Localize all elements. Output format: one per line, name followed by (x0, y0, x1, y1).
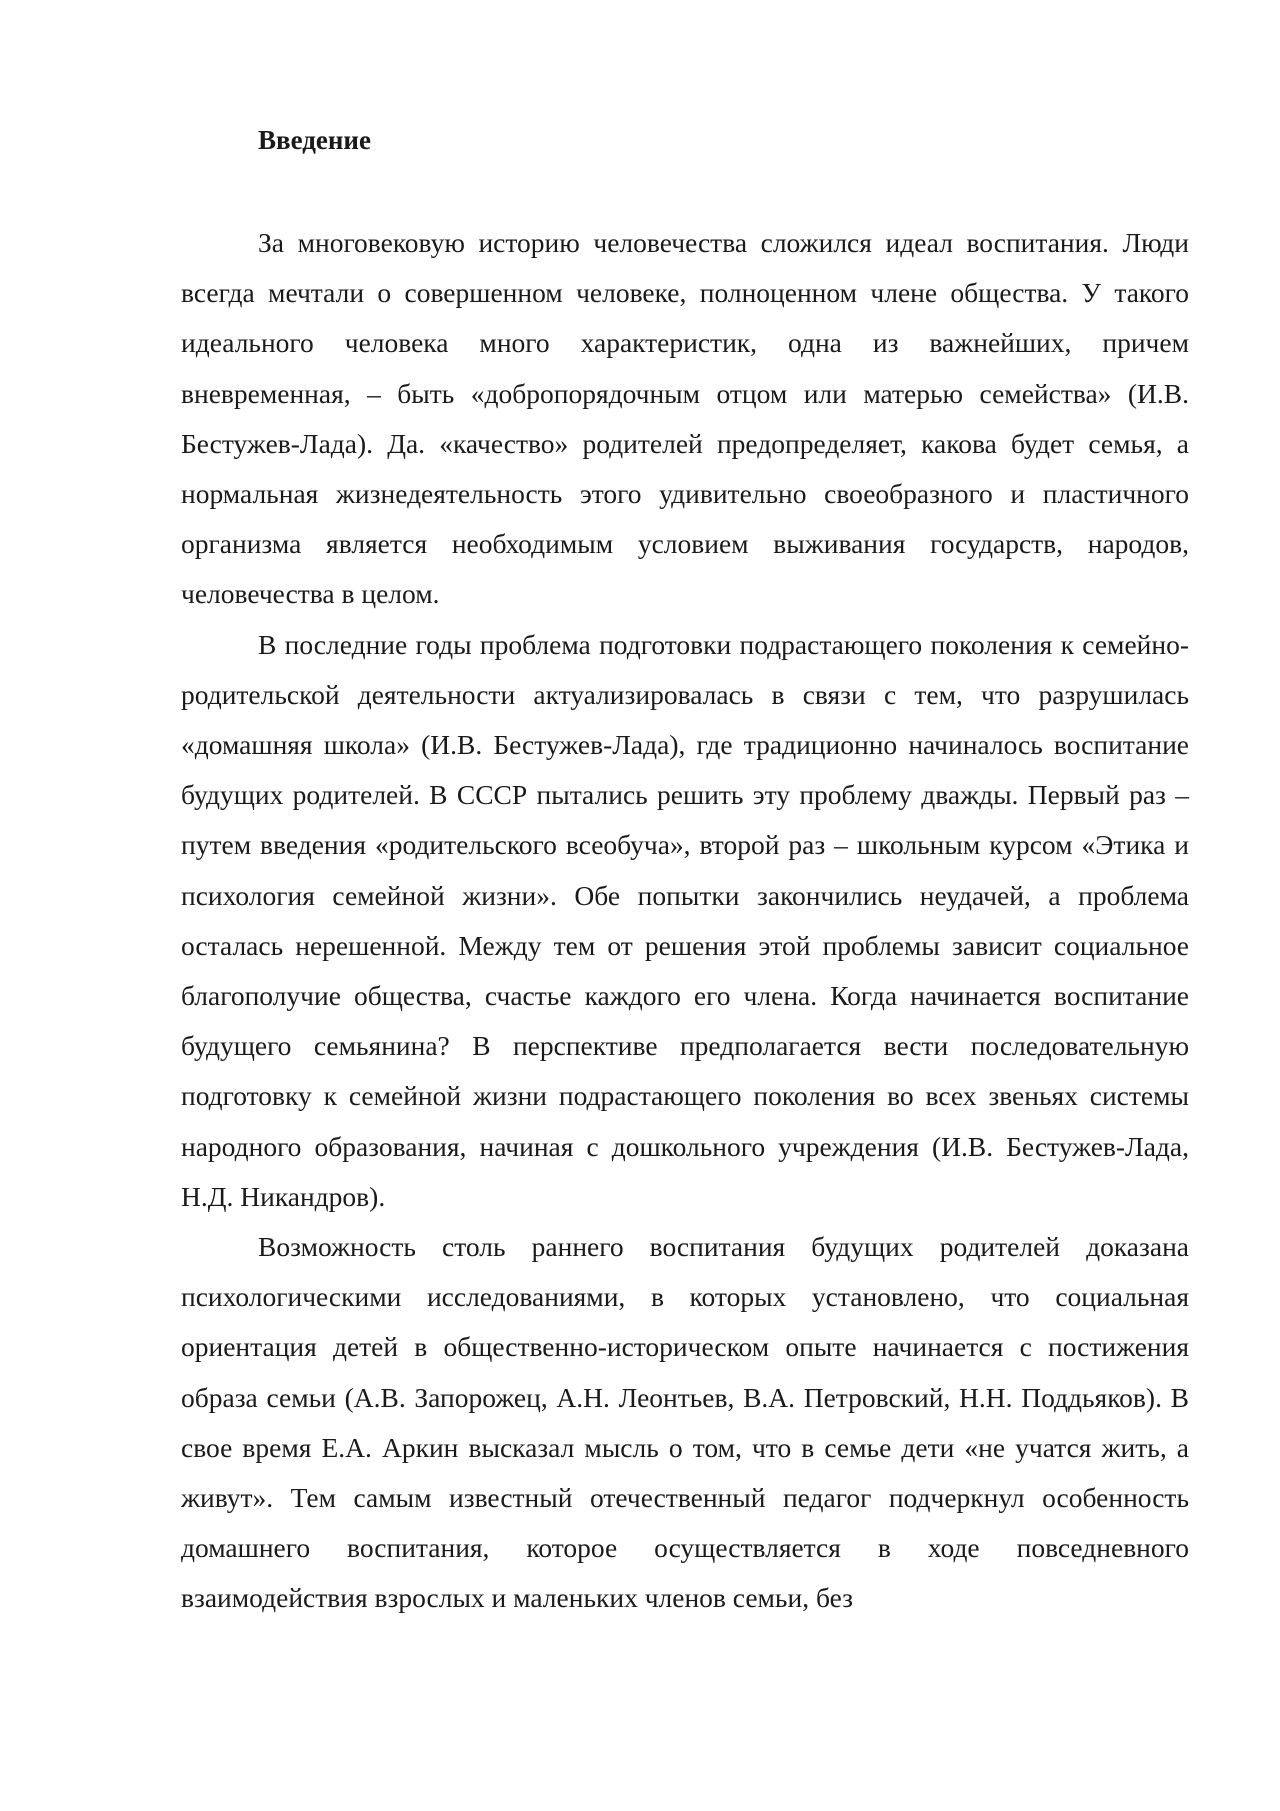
paragraph: Возможность столь раннего воспитания будущих родителей доказана психологическими исследованиями, в которых установлено, что социальная ориентация детей в общественно-историческом опыте начинается с постижения образа семьи (А.В. Запорожец, А.Н. Леонтьев, В.А. Петровский, Н.Н. Поддьяков). В свое время Е.А. Аркин высказал мысль о том, что в семье дети «не учатся жить, а живут». Тем самым известный отечественный педагог подчеркнул особенность домашнего воспитания, которое осуществляется в ходе повседневного взаимодействия взрослых и маленьких членов семьи, без (181, 1231, 1189, 1614)
page-title: Введение (258, 125, 371, 155)
paragraph: За многовековую историю человечества сложился идеал воспитания. Люди всегда мечтали о совершенном человеке, полноценном члене общества. У такого идеального человека много характеристик, одна из важнейших, причем вневременная, – быть «добропорядочным отцом или матерью семейства» (И.В. Бестужев-Лада). Да. «качество» родителей предопределяет, какова будет семья, а нормальная жизнедеятельность этого удивительно своеобразного и пластичного организма является необходимым условием выживания государств, народов, человечества в целом. (181, 227, 1189, 610)
paragraph: В последние годы проблема подготовки подрастающего поколения к семейно-родительской деятельности актуализировалась в связи с тем, что разрушилась «домашняя школа» (И.В. Бестужев-Лада), где традиционно начиналось воспитание будущих родителей. В СССР пытались решить эту проблему дважды. Первый раз – путем введения «родительского всеобуча», второй раз – школьным курсом «Этика и психология семейной жизни». Обе попытки закончились неудачей, а проблема осталась нерешенной. Между тем от решения этой проблемы зависит социальное благополучие общества, счастье каждого его члена. Когда начинается воспитание будущего семьянина? В перспективе предполагается вести последовательную подготовку к семейной жизни подрастающего поколения во всех звеньях системы народного образования, начиная с дошкольного учреждения (И.В. Бестужев-Лада, Н.Д. Никандров). (181, 628, 1189, 1212)
document-body (181, 218, 1189, 1624)
